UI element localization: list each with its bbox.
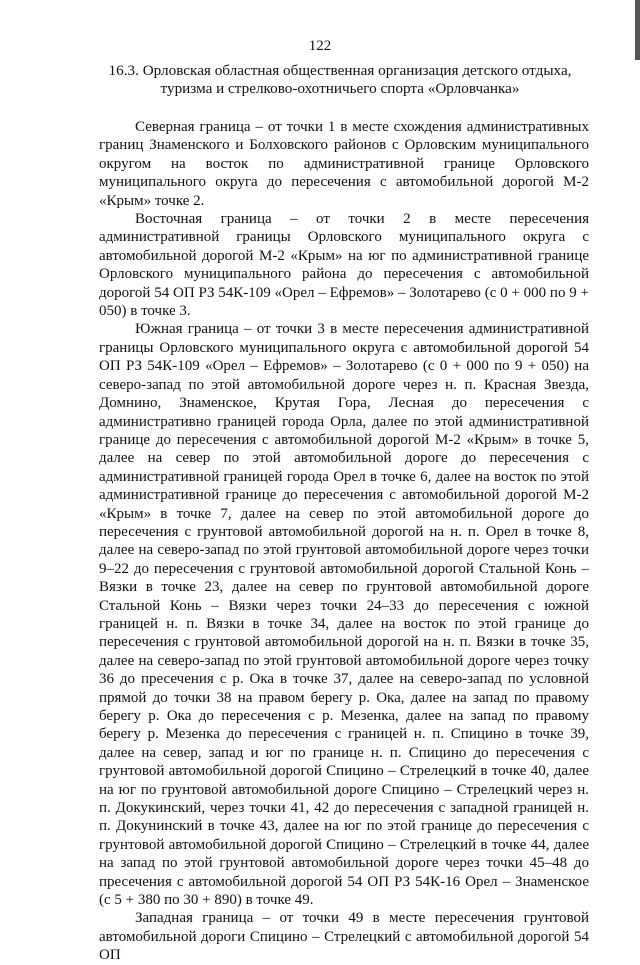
paragraph-west-border: Западная граница – от точки 49 в месте пересечения грунтовой автомобильной дороги Спицино – Стрелецкий с автомобильной дорогой 54 ОП — [99, 910, 589, 964]
paragraph-east-border: Восточная граница – от точки 2 в месте пересечения административной границы Орловского муниципального округа с автомобильной дорогой М-2 «Крым» на юг по административной границе Орловского муниципального района до пересечения с автомобильной дорогой 54 ОП РЗ 54К-109 «Орел – Ефремов» – Золотарево (с 0 + 000 по 9 + 050) в точке 3. — [99, 211, 589, 320]
body-text — [99, 118, 589, 965]
paragraph-south-border: Южная граница – от точки 3 в месте пересечения административной границы Орловского муниципального округа с автомобильной дорогой 54 ОП РЗ 54К-109 «Орел – Ефремов» – Золотарево (с 0 + 000 по 9 + 050) на северо-запад по этой автомобильной дороге через н. п. Красная Звезда, Домнино, Знаменское, Крутая Гора, Лесная до пересечения с административно границей города Орла, далее по этой административной границе до пересечения с автомобильной дорогой М-2 «Крым» в точке 5, далее на север по этой автомобильной дороге до пересечения с административной границей города Орел в точке 6, далее на восток по этой административной границе до пересечения с автомобильной дорогой М-2 «Крым» в точке 7, далее на север по этой автомобильной дороге до пересечения с грунтовой автомобильной дорогой на н. п. Орел в точке 8, далее на северо-запад по этой грунтовой автомобильной дороге через точки 9–22 до пересечения с грунтовой автомобильной дорогой Стальной Конь – Вязки в точке 23, далее на север по грунтовой автомобильной дороге Стальной Конь – Вязки через точки 24–33 до пересечения с южной границей н. п. Вязки в точке 34, далее на восток по этой границе до пересечения с грунтовой автомобильной дорогой на н. п. Вязки в точке 35, далее на северо-запад по этой грунтовой автомобильной дороге через точку 36 до пресечения с р. Ока в точке 37, далее на северо-запад по условной прямой до точки 38 на правом берегу р. Ока, далее на запад по правому берегу р. Ока до пересечения с р. Мезенка, далее на запад по правому берегу р. Мезенка до пересечения с границей н. п. Спицино в точке 39, далее на север, запад и юг по границе н. п. Спицино до пересечения с грунтовой автомобильной дорогой Спицино – Стрелецкий в точке 40, далее на юг по грунтовой автомобильной дороге Спицино – Стрелецкий через н. п. Докукинский, через точки 41, 42 до пересечения с западной границей н. п. Докунинский в точке 43, далее на юг по этой границе до пересечения с грунтовой автомобильной дорогой Спицино – Стрелецкий в точке 44, далее на запад по этой грунтовой автомобильной дороге через точки 45–48 до пресечения с автомобильной дорогой 54 ОП РЗ 54К-16 Орел – Знаменское (с 5 + 380 по 30 + 890) в точке 49. — [99, 321, 589, 909]
paragraph-north-border: Северная граница – от точки 1 в месте схождения административных границ Знаменского и Болховского районов с Орловским муниципального округом на восток по административной границе Орловского муниципального округа до пересечения с автомобильной дорогой М-2 «Крым» точке 2. — [99, 119, 589, 209]
section-heading — [80, 62, 600, 98]
page-number: 122 — [308, 38, 332, 54]
section-heading-line-1: 16.3. Орловская областная общественная организация детского отдыха, — [108, 62, 572, 79]
section-heading-line-2: туризма и стрелково-охотничьего спорта «Орловчанка» — [160, 80, 520, 97]
